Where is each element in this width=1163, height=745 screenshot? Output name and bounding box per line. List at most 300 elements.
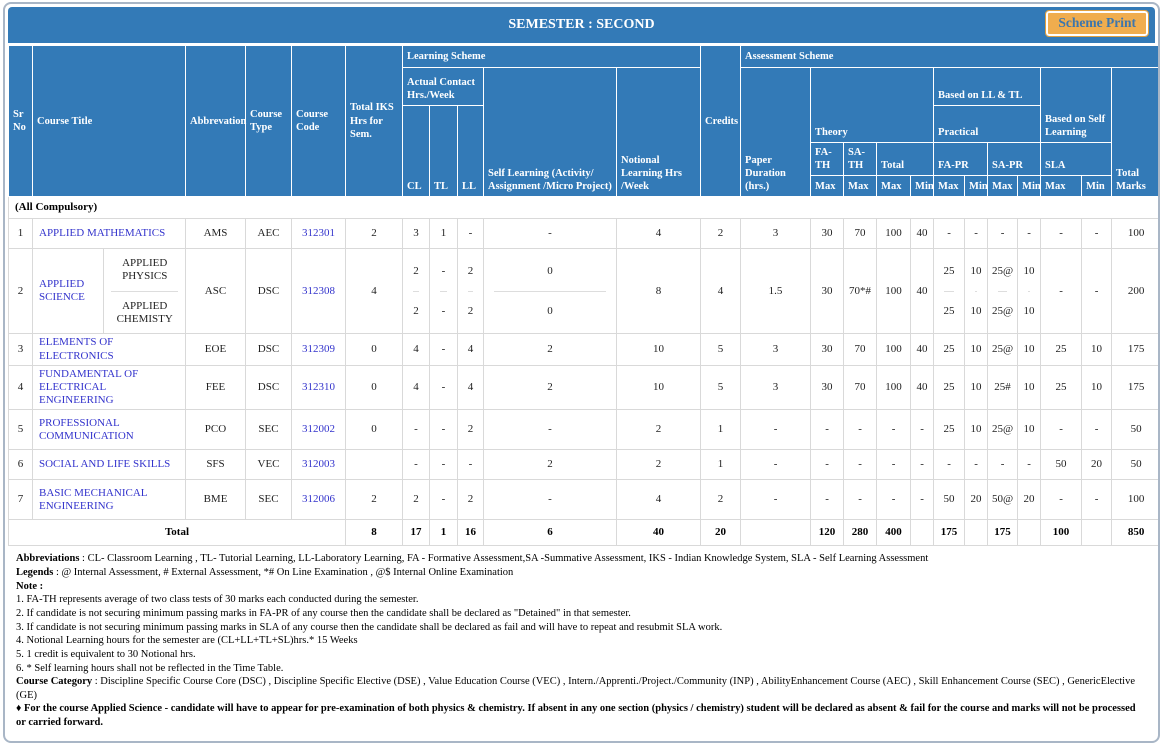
cell-cl: 4 [403, 334, 430, 365]
course-code-link[interactable]: 312308 [302, 284, 335, 297]
footer-line [16, 702, 1147, 729]
cell-credits: 1 [701, 410, 741, 450]
cell-abbr: EOE [186, 334, 246, 365]
cell-cl [403, 249, 430, 334]
cell-totmax: - [877, 410, 911, 450]
col-total-min: Min [911, 176, 934, 197]
cell-type: DSC [246, 365, 292, 410]
cell-notional: 8 [617, 249, 701, 334]
col-sla-min: Min [1082, 176, 1112, 197]
scheme-table [8, 45, 1160, 546]
cell-totmin: - [911, 450, 934, 480]
stacked-value: 25 [943, 305, 955, 318]
cell-slamax: - [1041, 480, 1082, 520]
cell-notional: 2 [617, 410, 701, 450]
cell-type: AEC [246, 219, 292, 249]
col-notional-hrs: Notional Learning Hrs /Week [617, 68, 701, 197]
cell-cl: 2 [403, 480, 430, 520]
stacked-value: 2 [467, 264, 474, 277]
cell-notional: 10 [617, 365, 701, 410]
split-title-cell [33, 249, 185, 333]
total-cell-notional: 40 [617, 520, 701, 546]
cell-credits: 5 [701, 334, 741, 365]
cell-total: 175 [1112, 334, 1160, 365]
course-subparts [104, 249, 185, 333]
cell-faprmax: - [934, 219, 965, 249]
total-cell-faprmax: 175 [934, 520, 965, 546]
col-sa-pr-min: Min [1018, 176, 1041, 197]
col-group-based-self-learning: Based on Self Learning [1041, 68, 1112, 143]
cell-iks: 0 [346, 410, 403, 450]
cell-total: 200 [1112, 249, 1160, 334]
stacked-value: - [441, 264, 446, 277]
scheme-page [3, 2, 1160, 743]
col-ll: LL [458, 106, 484, 197]
footer-line [16, 593, 1147, 607]
col-group-learning-scheme: Learning Scheme [403, 46, 701, 68]
cell-saprmin: - [1018, 219, 1041, 249]
cell-paper: - [741, 450, 811, 480]
col-group-total: Total [877, 143, 934, 176]
stacked-value: 10 [1023, 264, 1035, 277]
cell-ll: - [458, 219, 484, 249]
cell-credits: 2 [701, 219, 741, 249]
course-subpart-label: APPLIED CHEMISTY [116, 299, 173, 325]
cell-slamin: 10 [1082, 365, 1112, 410]
cell-sl: 2 [484, 450, 617, 480]
footer-line [16, 607, 1147, 621]
cell-slamin: - [1082, 410, 1112, 450]
cell-ll: 2 [458, 410, 484, 450]
cell-cl: 4 [403, 365, 430, 410]
cell-total: 50 [1112, 410, 1160, 450]
cell-saprmin: - [1018, 450, 1041, 480]
cell-totmin: - [911, 410, 934, 450]
total-row [9, 520, 1161, 546]
cell-credits: 1 [701, 450, 741, 480]
cell-sl: - [484, 480, 617, 520]
footer-line-label: Course Category [16, 676, 93, 688]
cell-cl: 3 [403, 219, 430, 249]
footer-line-text: 2. If candidate is not securing minimum passing marks in FA-PR of any course then the candidate shall be declared as "Detained" in that semester. [16, 607, 631, 619]
cell-type: SEC [246, 480, 292, 520]
cell-saprmax: 50@ [988, 480, 1018, 520]
footer-line-text: : CL- Classroom Learning , TL- Tutorial Learning, LL-Laboratory Learning, FA - Formative Assessment,SA -Summative Assessment, IKS - Indian Knowledge System, SLA - Self Learning Assessment [79, 553, 929, 565]
cell-abbr: PCO [186, 410, 246, 450]
cell-title [33, 410, 186, 450]
col-sr-no: Sr No [9, 46, 33, 197]
cell-abbr: SFS [186, 450, 246, 480]
course-title-link[interactable]: PROFESSIONAL COMMUNICATION [39, 416, 134, 442]
course-code-link[interactable]: 312006 [302, 493, 335, 506]
cell-totmin: 40 [911, 365, 934, 410]
cell-paper: 3 [741, 334, 811, 365]
course-row [9, 410, 1161, 450]
col-abbrevation: Abbrevation [186, 46, 246, 197]
cell-iks: 0 [346, 334, 403, 365]
stacked-value: 2 [413, 305, 419, 318]
cell-saprmin: 10 [1018, 365, 1041, 410]
col-course-code: Course Code [292, 46, 346, 197]
cell-tl: 1 [430, 219, 458, 249]
total-cell-slamax: 100 [1041, 520, 1082, 546]
footer-line-text: 4. Notional Learning hours for the semester are (CL+LL+TL+SL)hrs.* 15 Weeks [16, 635, 358, 647]
col-group-practical: Practical [934, 106, 1041, 143]
cell-faprmax [934, 249, 965, 334]
col-fa-th: FA- TH [811, 143, 844, 176]
col-fa-th-max: Max [811, 176, 844, 197]
stacked-value: 10 [1023, 305, 1035, 318]
cell-cl: - [403, 450, 430, 480]
cell-iks: 2 [346, 480, 403, 520]
col-course-title: Course Title [33, 46, 186, 197]
cell-totmin: 40 [911, 219, 934, 249]
cell-faprmax: 25 [934, 410, 965, 450]
total-cell-tl: 1 [430, 520, 458, 546]
cell-sl: 2 [484, 365, 617, 410]
course-code-link[interactable]: 312309 [302, 343, 335, 356]
total-cell-saprmax: 175 [988, 520, 1018, 546]
footer-line [16, 552, 1147, 566]
cell-faprmin: - [965, 219, 988, 249]
cell-sl: - [484, 410, 617, 450]
cell-sath: 70 [844, 219, 877, 249]
cell-saprmin: 20 [1018, 480, 1041, 520]
footer-line-text: 5. 1 credit is equivalent to 30 Notional hrs. [16, 648, 196, 660]
cell-title [33, 480, 186, 520]
stacked-value: 25@ [991, 264, 1014, 277]
cell-fath: 30 [811, 219, 844, 249]
cell-abbr: BME [186, 480, 246, 520]
cell-cl: - [403, 410, 430, 450]
cell-ll [458, 249, 484, 334]
cell-saprmax: 25# [988, 365, 1018, 410]
course-row [9, 365, 1161, 410]
total-cell-paper [741, 520, 811, 546]
cell-sr: 2 [9, 249, 33, 334]
course-row [9, 219, 1161, 249]
total-cell-totmax: 400 [877, 520, 911, 546]
cell-ll: - [458, 450, 484, 480]
footer-line [16, 675, 1147, 702]
cell-saprmax: 25@ [988, 334, 1018, 365]
cell-code [292, 450, 346, 480]
total-cell-slamin [1082, 520, 1112, 546]
cell-faprmin: 10 [965, 365, 988, 410]
cell-title [33, 450, 186, 480]
cell-slamax: 50 [1041, 450, 1082, 480]
course-row [9, 249, 1161, 334]
stacked-value: 0 [547, 264, 553, 277]
cell-slamin: 20 [1082, 450, 1112, 480]
stacked-value: - [441, 305, 446, 318]
scheme-print-button[interactable]: Scheme Print [1046, 11, 1148, 36]
cell-slamin: - [1082, 219, 1112, 249]
footer-line-text: ♦ For the course Applied Science - candidate will have to appear for pre-examination of both physics & chemistry. If absent in any one section (physics / chemistry) student will be declared as absent & fail for the course and marks will not be processed or carried forward. [16, 703, 1136, 729]
cell-code [292, 249, 346, 334]
cell-totmax: 100 [877, 365, 911, 410]
cell-notional: 10 [617, 334, 701, 365]
table-header [9, 46, 1161, 197]
stacked-value: 10 [970, 305, 982, 318]
section-row [9, 197, 1161, 219]
col-group-assessment-scheme: Assessment Scheme [741, 46, 1160, 68]
course-title-link[interactable]: APPLIED SCIENCE [33, 249, 104, 333]
total-cell-totmin [911, 520, 934, 546]
cell-tl: - [430, 410, 458, 450]
cell-code [292, 219, 346, 249]
col-total-max: Max [877, 176, 911, 197]
cell-paper: 3 [741, 365, 811, 410]
footer-line-text: 3. If candidate is not securing minimum passing marks in SLA of any course then the candidate shall be declared as fail and will have to repeat and resubmit SLA work. [16, 621, 723, 633]
cell-sath: - [844, 450, 877, 480]
col-total-marks: Total Marks [1112, 68, 1160, 197]
cell-credits: 5 [701, 365, 741, 410]
course-code-link[interactable]: 312301 [302, 227, 335, 240]
total-cell-iks: 8 [346, 520, 403, 546]
cell-faprmin: 20 [965, 480, 988, 520]
cell-title [33, 249, 186, 334]
cell-iks: 2 [346, 219, 403, 249]
cell-slamax: - [1041, 410, 1082, 450]
total-cell-saprmin [1018, 520, 1041, 546]
footer-line-label: Legends [16, 567, 54, 579]
course-row [9, 450, 1161, 480]
course-title-link[interactable]: SOCIAL AND LIFE SKILLS [39, 458, 171, 471]
footer-line-text: 6. * Self learning hours shall not be reflected in the Time Table. [16, 662, 284, 674]
col-sa-pr-max: Max [988, 176, 1018, 197]
total-cell-fath: 120 [811, 520, 844, 546]
cell-sr: 4 [9, 365, 33, 410]
course-title-link[interactable]: ELEMENTS OF ELECTRONICS [39, 336, 114, 362]
total-label: Total [9, 520, 346, 546]
stacked-value: 0 [547, 305, 553, 318]
footer-line-text: : @ Internal Assessment, # External Assessment, *# On Line Examination , @$ Internal Online Examination [53, 567, 514, 579]
total-cell-ll: 16 [458, 520, 484, 546]
cell-sl: - [484, 219, 617, 249]
cell-code [292, 334, 346, 365]
cell-type: DSC [246, 249, 292, 334]
total-cell-total: 850 [1112, 520, 1160, 546]
cell-slamax: 25 [1041, 365, 1082, 410]
cell-fath: 30 [811, 334, 844, 365]
cell-totmin: 40 [911, 334, 934, 365]
cell-faprmax: 25 [934, 334, 965, 365]
cell-fath: - [811, 450, 844, 480]
cell-type: DSC [246, 334, 292, 365]
cell-fath: 30 [811, 365, 844, 410]
cell-paper: - [741, 480, 811, 520]
footer-line [16, 634, 1147, 648]
col-group-fa-pr: FA-PR [934, 143, 988, 176]
col-fa-pr-min: Min [965, 176, 988, 197]
cell-notional: 2 [617, 450, 701, 480]
cell-title [33, 365, 186, 410]
cell-saprmax: - [988, 219, 1018, 249]
cell-type: VEC [246, 450, 292, 480]
cell-total: 175 [1112, 365, 1160, 410]
cell-slamin: - [1082, 480, 1112, 520]
total-cell-faprmin [965, 520, 988, 546]
col-cl: CL [403, 106, 430, 197]
cell-title [33, 219, 186, 249]
semester-titlebar [8, 7, 1155, 43]
footer-line-label: Abbreviations [16, 553, 80, 565]
course-code-link[interactable]: 312002 [302, 423, 335, 436]
cell-sr: 7 [9, 480, 33, 520]
table-body [9, 197, 1161, 546]
col-paper-duration: Paper Duration (hrs.) [741, 68, 811, 197]
cell-sath: 70 [844, 365, 877, 410]
total-cell-credits: 20 [701, 520, 741, 546]
cell-title [33, 334, 186, 365]
cell-tl: - [430, 334, 458, 365]
cell-total: 100 [1112, 219, 1160, 249]
cell-credits: 4 [701, 249, 741, 334]
cell-credits: 2 [701, 480, 741, 520]
cell-sath: 70*# [844, 249, 877, 334]
cell-faprmin: - [965, 450, 988, 480]
cell-fath: 30 [811, 249, 844, 334]
footer-line [16, 580, 1147, 594]
cell-iks: 0 [346, 365, 403, 410]
cell-abbr: ASC [186, 249, 246, 334]
cell-totmax: 100 [877, 249, 911, 334]
cell-faprmax: 50 [934, 480, 965, 520]
cell-sr: 5 [9, 410, 33, 450]
footer-notes [8, 546, 1155, 737]
total-cell-sl: 6 [484, 520, 617, 546]
cell-tl: - [430, 365, 458, 410]
cell-sath: - [844, 410, 877, 450]
col-tl: TL [430, 106, 458, 197]
cell-type: SEC [246, 410, 292, 450]
cell-ll: 4 [458, 365, 484, 410]
cell-saprmax: - [988, 450, 1018, 480]
cell-sl [484, 249, 617, 334]
col-sla-max: Max [1041, 176, 1082, 197]
course-code-link[interactable]: 312310 [302, 381, 335, 393]
cell-totmax: - [877, 450, 911, 480]
cell-faprmax: - [934, 450, 965, 480]
cell-fath: - [811, 410, 844, 450]
col-credits: Credits [701, 46, 741, 197]
footer-line [16, 566, 1147, 580]
cell-slamax: - [1041, 219, 1082, 249]
course-row [9, 480, 1161, 520]
col-group-sa-pr: SA-PR [988, 143, 1041, 176]
total-cell-cl: 17 [403, 520, 430, 546]
stacked-value: 2 [413, 264, 419, 277]
footer-line-text: : Discipline Specific Course Core (DSC) , Discipline Specific Elective (DSE) , Value Education Course (VEC) , Intern./Apprenti./Project./Community (INP) , AbilityEnhancement Course (AEC) , Skill Enhancement Course (SEC) , GenericElective (GE) [16, 676, 1135, 701]
footer-line [16, 648, 1147, 662]
col-group-sla: SLA [1041, 143, 1112, 176]
cell-sl: 2 [484, 334, 617, 365]
cell-saprmax: 25@ [988, 410, 1018, 450]
cell-slamin: - [1082, 249, 1112, 334]
cell-notional: 4 [617, 219, 701, 249]
col-course-type: Course Type [246, 46, 292, 197]
footer-line-text: 1. FA-TH represents average of two class tests of 30 marks each conducted during the semester. [16, 594, 419, 606]
col-sa-th: SA- TH [844, 143, 877, 176]
stacked-value: 25 [943, 264, 955, 277]
total-cell-sath: 280 [844, 520, 877, 546]
course-subpart-label: APPLIED PHYSICS [122, 257, 168, 283]
course-row [9, 334, 1161, 365]
col-total-iks: Total IKS Hrs for Sem. [346, 46, 403, 197]
cell-tl: - [430, 480, 458, 520]
cell-iks [346, 450, 403, 480]
cell-sath: - [844, 480, 877, 520]
cell-totmax: 100 [877, 219, 911, 249]
cell-paper: - [741, 410, 811, 450]
cell-ll: 4 [458, 334, 484, 365]
cell-faprmin [965, 249, 988, 334]
cell-slamin: 10 [1082, 334, 1112, 365]
cell-totmin: 40 [911, 249, 934, 334]
cell-abbr: FEE [186, 365, 246, 410]
cell-iks: 4 [346, 249, 403, 334]
col-fa-pr-max: Max [934, 176, 965, 197]
cell-totmax: 100 [877, 334, 911, 365]
cell-sr: 3 [9, 334, 33, 365]
cell-notional: 4 [617, 480, 701, 520]
stacked-value: 10 [970, 264, 982, 277]
stacked-value: 2 [467, 305, 474, 318]
cell-slamax: 25 [1041, 334, 1082, 365]
section-label: (All Compulsory) [9, 197, 1161, 219]
cell-code [292, 480, 346, 520]
course-title-link[interactable]: APPLIED MATHEMATICS [39, 227, 166, 240]
cell-code [292, 365, 346, 410]
col-self-learning: Self Learning (Activity/ Assignment /Micro Project) [484, 68, 617, 197]
course-title-link[interactable]: FUNDAMENTAL OF ELECTRICAL ENGINEERING [39, 367, 139, 407]
cell-sath: 70 [844, 334, 877, 365]
course-code-link[interactable]: 312003 [302, 458, 335, 471]
cell-tl [430, 249, 458, 334]
cell-faprmax: 25 [934, 365, 965, 410]
cell-sr: 6 [9, 450, 33, 480]
cell-abbr: AMS [186, 219, 246, 249]
cell-total: 50 [1112, 450, 1160, 480]
cell-fath: - [811, 480, 844, 520]
cell-total: 100 [1112, 480, 1160, 520]
cell-saprmin: 10 [1018, 410, 1041, 450]
cell-saprmin: 10 [1018, 334, 1041, 365]
footer-line [16, 621, 1147, 635]
cell-faprmin: 10 [965, 334, 988, 365]
cell-ll: 2 [458, 480, 484, 520]
cell-totmax: - [877, 480, 911, 520]
cell-code [292, 410, 346, 450]
cell-slamax: - [1041, 249, 1082, 334]
cell-totmin: - [911, 480, 934, 520]
cell-tl: - [430, 450, 458, 480]
cell-sr: 1 [9, 219, 33, 249]
cell-faprmin: 10 [965, 410, 988, 450]
col-group-theory: Theory [811, 68, 934, 143]
footer-line [16, 662, 1147, 676]
cell-saprmin [1018, 249, 1041, 334]
cell-paper: 1.5 [741, 249, 811, 334]
col-group-based-ll-tl: Based on LL & TL [934, 68, 1041, 106]
col-sa-th-max: Max [844, 176, 877, 197]
stacked-value: 25@ [991, 305, 1014, 318]
cell-paper: 3 [741, 219, 811, 249]
cell-saprmax [988, 249, 1018, 334]
course-title-link[interactable]: BASIC MECHANICAL ENGINEERING [39, 486, 148, 512]
col-group-actual-contact: Actual Contact Hrs./Week [403, 68, 484, 106]
